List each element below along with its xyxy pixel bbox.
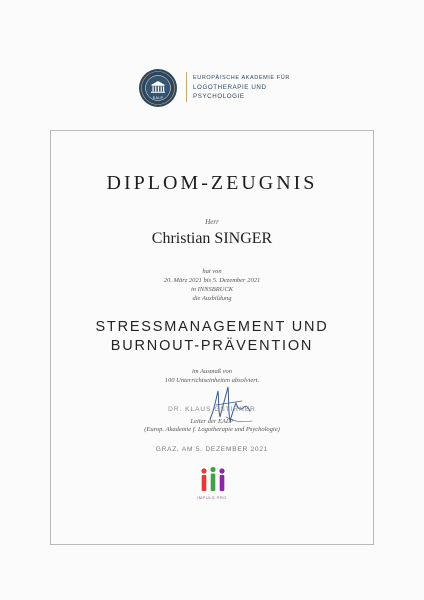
signer-organization: (Europ. Akademie f. Logotherapie und Psychologie) <box>144 426 280 433</box>
signer-name: DR. KLAUS GSTIRNER <box>168 406 256 413</box>
certificate-title: DIPLOM-ZEUGNIS <box>106 172 318 194</box>
place-and-date: GRAZ, AM 5. DEZEMBER 2021 <box>155 446 269 453</box>
seal-text: EALP <box>152 96 164 100</box>
course-title-line2: BURNOUT-PRÄVENTION <box>110 338 314 354</box>
salutation: Herr <box>205 218 219 226</box>
academy-seal-logo <box>138 68 178 108</box>
signer-role: Leiter der EALP <box>190 418 234 425</box>
logo-divider <box>186 72 187 102</box>
recipient-name: Christian SINGER <box>151 230 273 247</box>
impuls-pro-label: IMPULS PRO <box>197 495 227 500</box>
academy-name-line1: EUROPÄISCHE AKADEMIE FÜR <box>193 75 290 81</box>
text-hat-von: hat von <box>202 268 222 275</box>
course-location: in INNSBRUCK <box>190 286 234 293</box>
academy-name-line3: PSYCHOLOGIE <box>193 93 245 100</box>
impuls-pro-logo <box>197 466 229 494</box>
scope-line1: im Ausmaß von <box>192 368 232 375</box>
scope-line2: 100 Unterrichtseinheiten absolviert. <box>164 377 260 384</box>
course-dates: 20. März 2021 bis 5. Dezember 2021 <box>163 277 261 284</box>
text-die-ausbildung: die Ausbildung <box>192 295 232 302</box>
course-title-line1: STRESSMANAGEMENT UND <box>95 319 329 335</box>
academy-name <box>193 74 313 101</box>
academy-name-line2: LOGOTHERAPIE UND <box>193 84 267 91</box>
